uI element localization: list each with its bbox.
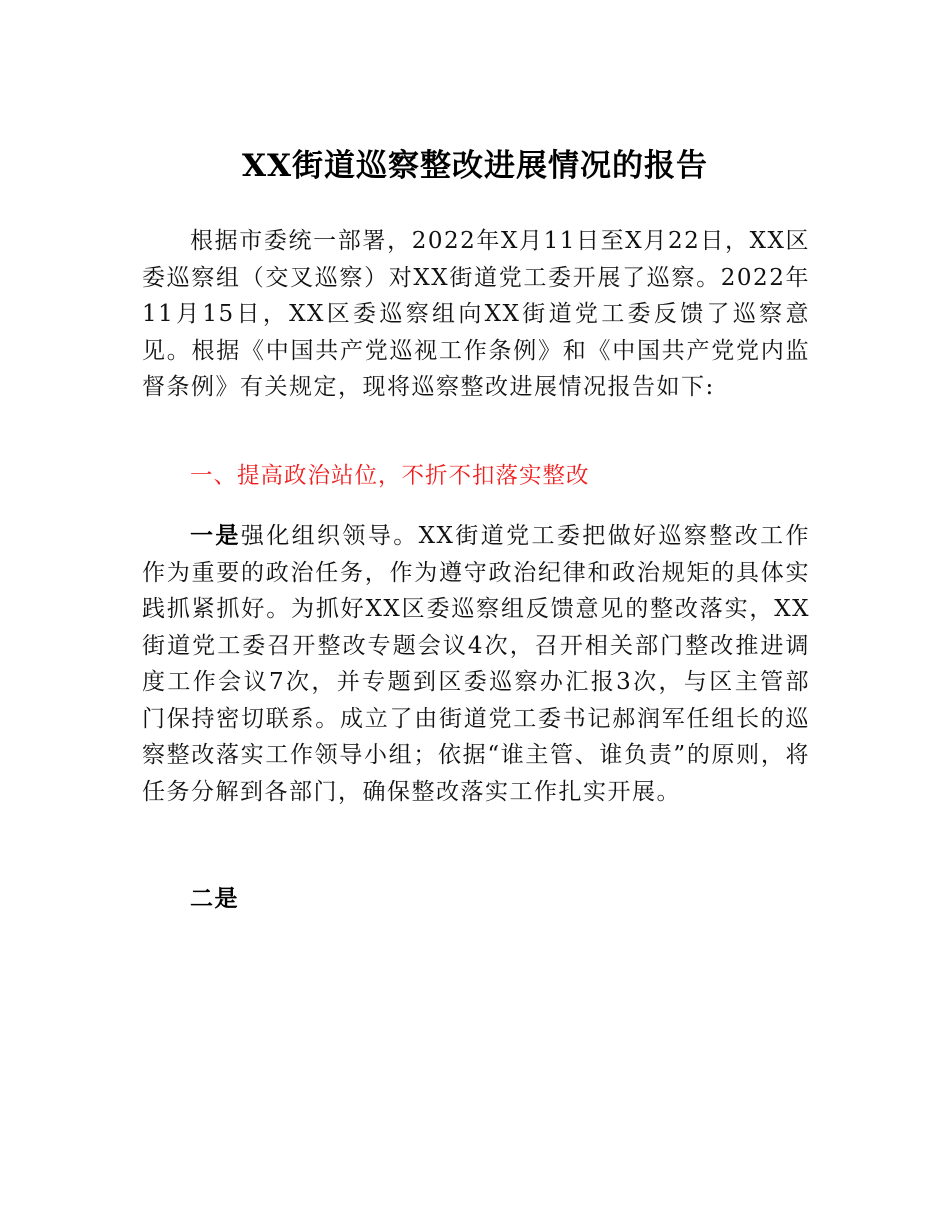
point-2-lead: 二是 xyxy=(190,886,239,912)
section-heading-1: 一、提高政治站位，不折不扣落实整改 xyxy=(190,463,590,489)
point-1-body: 强化组织领导。XX街道党工委把做好巡察整改工作作为重要的政治任务，作为遵守政治纪律和政治规矩的具体实践抓紧抓好。为抓好XX区委巡察组反馈意见的整改落实，XX街道党工委召开整改专题会议4次，召开相关部门整改推进调度工作会议7次，并专题到区委巡察办汇报3次，与区主管部门保持密切联系。成立了由街道党工委书记郝润军任组长的巡察整改落实工作领导小组；依据“谁主管、谁负责”的原则，将任务分解到各部门，确保整改落实工作扎实开展。 xyxy=(142,523,811,805)
point-1-paragraph xyxy=(142,518,810,810)
document-title: XX街道巡察整改进展情况的报告 xyxy=(241,148,709,184)
point-1-lead: 一是 xyxy=(190,523,241,549)
intro-paragraph: 根据市委统一部署，2022年X月11日至X月22日，XX区委巡察组（交叉巡察）对XX街道党工委开展了巡察。2022年11月15日，XX区委巡察组向XX街道党工委反馈了巡察意见。根据《中国共产党巡视工作条例》和《中国共产党党内监督条例》有关规定，现将巡察整改进展情况报告如下: xyxy=(142,228,810,400)
